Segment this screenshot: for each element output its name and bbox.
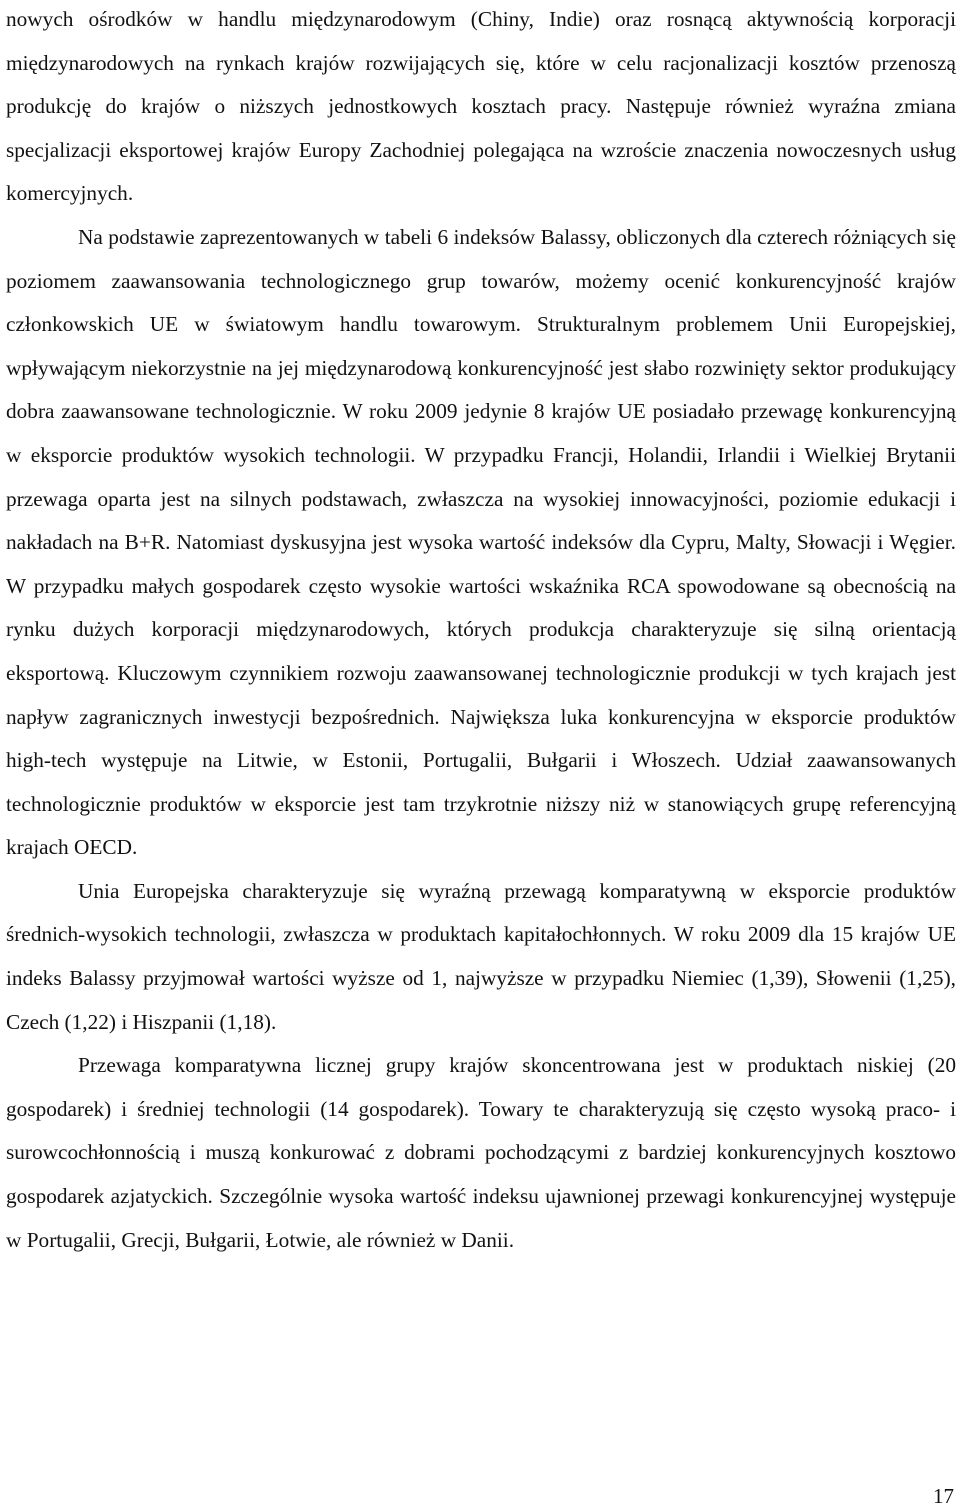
paragraph-2: Na podstawie zaprezentowanych w tabeli 6 indeksów Balassy, obliczonych dla czterech różniących się poziomem zaawansowania technologicznego grup towarów, możemy ocenić konkurencyjność krajów członkowskich UE w światowym handlu towarowym. Strukturalnym problemem Unii Europejskiej, wpływającym niekorzystnie na jej międzynarodową konkurencyjność jest słabo rozwinięty sektor produkujący dobra zaawansowane technologicznie. W roku 2009 jedynie 8 krajów UE posiadało przewagę konkurencyjną w eksporcie produktów wysokich technologii. W przypadku Francji, Holandii, Irlandii i Wielkiej Brytanii przewaga oparta jest na silnych podstawach, zwłaszcza na wysokiej innowacyjności, poziomie edukacji i nakładach na B+R. Natomiast dyskusyjna jest wysoka wartość indeksów dla Cypru, Malty, Słowacji i Węgier. W przypadku małych gospodarek często wysokie wartości wskaźnika RCA spowodowane są obecnością na rynku dużych korporacji międzynarodowych, których produkcja charakteryzuje się silną orientacją eksportową. Kluczowym czynnikiem rozwoju zaawansowanej technologicznie produkcji w tych krajach jest napływ zagranicznych inwestycji bezpośrednich. Największa luka konkurencyjna w eksporcie produktów high-tech występuje na Litwie, w Estonii, Portugalii, Bułgarii i Włoszech. Udział zaawansowanych technologicznie produktów w eksporcie jest tam trzykrotnie niższy niż w stanowiących grupę referencyjną krajach OECD. — [6, 224, 956, 860]
paragraph-3: Unia Europejska charakteryzuje się wyraźną przewagą komparatywną w eksporcie produktów średnich-wysokich technologii, zwłaszcza w produktach kapitałochłonnych. W roku 2009 dla 15 krajów UE indeks Balassy przyjmował wartości wyższe od 1, najwyższe w przypadku Niemiec (1,39), Słowenii (1,25), Czech (1,22) i Hiszpanii (1,18). — [6, 878, 956, 1034]
paragraph-4: Przewaga komparatywna licznej grupy krajów skoncentrowana jest w produktach niskiej (20 gospodarek) i średniej technologii (14 gospodarek). Towary te charakteryzują się często wysoką praco- i surowcochłonnością i muszą konkurować z dobrami pochodzącymi z bardziej konkurencyjnych kosztowo gospodarek azjatyckich. Szczególnie wysoka wartość indeksu ujawnionej przewagi konkurencyjnej występuje w Portugalii, Grecji, Bułgarii, Łotwie, ale również w Danii. — [6, 1053, 956, 1252]
paragraph-1: nowych ośrodków w handlu międzynarodowym (Chiny, Indie) oraz rosnącą aktywnością korporacji międzynarodowych na rynkach krajów rozwijających się, które w celu racjonalizacji kosztów przenoszą produkcję do krajów o niższych jednostkowych kosztach pracy. Następuje również wyraźna zmiana specjalizacji eksportowej krajów Europy Zachodniej polegająca na wzroście znaczenia nowoczesnych usług komercyjnych. — [6, 7, 956, 206]
text-body — [6, 0, 956, 1262]
page-number: 17 — [933, 1484, 954, 1508]
